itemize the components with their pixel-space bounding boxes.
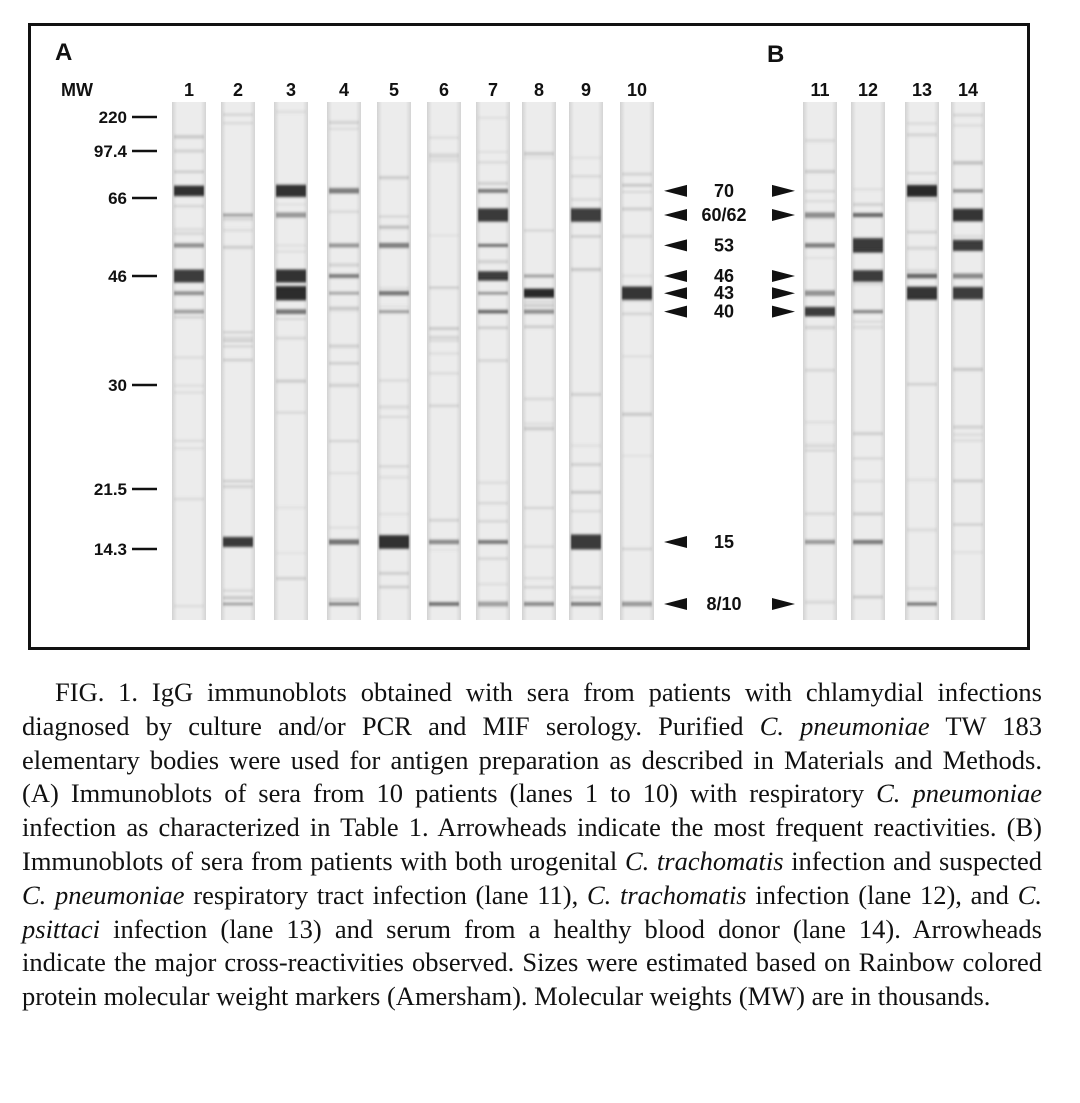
lane-number: 10: [626, 80, 648, 100]
arrowhead-label: 40: [713, 301, 735, 322]
mw-marker: [108, 267, 157, 286]
lane-number: 4: [338, 80, 350, 100]
mw-marker-label: 46: [108, 267, 127, 286]
mw-marker: [108, 376, 157, 395]
mw-marker: [94, 480, 157, 499]
lane-number: 1: [183, 80, 195, 100]
lane-number: 13: [911, 80, 933, 100]
caption-text: FIG. 1. IgG immunoblots obtained with sera from patients with chlamydial infections diagnosed by culture and/or PCR and MIF serology. Purified: [22, 677, 1042, 741]
arrowhead-70: [664, 181, 795, 201]
lane-5: [377, 80, 411, 620]
arrowhead-8-10: [664, 594, 795, 614]
lane-number: 2: [232, 80, 244, 100]
arrowhead-left-icon: [664, 185, 687, 197]
arrowhead-60-62: [664, 205, 795, 225]
arrowhead-right-icon: [772, 270, 795, 282]
immunoblot-figure: [28, 23, 1030, 650]
caption-species: C. pneumoniae: [876, 778, 1042, 809]
arrowhead-15: [664, 532, 734, 552]
lane-9: [569, 80, 603, 620]
caption-species: C. trachomatis: [624, 845, 784, 876]
arrowhead-left-icon: [664, 536, 687, 548]
lane-1: [172, 80, 206, 620]
mw-marker-label: 14.3: [93, 540, 127, 559]
lane-3: [274, 80, 308, 620]
lane-12: [851, 80, 885, 620]
lane-number: 6: [438, 80, 450, 100]
lane-4: [327, 80, 361, 620]
arrowhead-label: 46: [713, 266, 735, 286]
lane-number: 5: [388, 80, 400, 100]
caption-species: C. pneumoniae: [759, 710, 930, 741]
mw-marker: [99, 108, 157, 127]
arrowheads: [664, 181, 795, 614]
arrowhead-label: 70: [713, 180, 735, 201]
mw-header: MW: [61, 80, 93, 100]
arrowhead-label: 8/10: [706, 594, 742, 614]
panel-b-label: B: [767, 41, 785, 68]
caption-text: infection and suspected: [783, 845, 1042, 876]
caption-text: TW 183 elementary bodies were used for antigen preparation as described in Materials and Methods. (A) Immunoblots of sera from 10 patients (lanes 1 to 10) with respiratory: [22, 710, 1042, 809]
lanes: [172, 80, 985, 620]
arrowhead-left-icon: [664, 239, 687, 251]
lane-14: [951, 80, 985, 620]
lane-number: 3: [285, 80, 297, 100]
lane-11: [803, 80, 837, 620]
arrowhead-43: [664, 283, 795, 303]
lane-number: 11: [810, 80, 830, 100]
mw-marker-label: 30: [108, 376, 127, 395]
mw-marker-label: 97.4: [93, 142, 127, 161]
lane-number: 12: [857, 80, 879, 100]
lane-13: [905, 80, 939, 620]
arrowhead-label: 15: [713, 531, 735, 552]
lane-number: 14: [957, 80, 979, 100]
arrowhead-right-icon: [772, 209, 795, 221]
caption-species: C. psittaci: [22, 879, 1042, 944]
arrowhead-left-icon: [664, 287, 687, 299]
mw-marker: [94, 142, 157, 161]
lane-number: 9: [580, 80, 592, 100]
mw-markers: [94, 108, 157, 559]
lane-6: [427, 80, 461, 620]
mw-marker-label: 66: [108, 189, 127, 208]
caption-text: respiratory tract infection (lane 11),: [184, 879, 587, 910]
arrowhead-label: 53: [713, 235, 735, 256]
arrowhead-left-icon: [664, 209, 687, 221]
arrowhead-40: [664, 302, 795, 322]
lane-number: 7: [487, 80, 499, 100]
arrowhead-left-icon: [664, 306, 687, 318]
arrowhead-right-icon: [772, 185, 795, 197]
caption-text: infection as characterized in Table 1. Arrowheads indicate the most frequent reactivities. (B) Immunoblots of sera from patients with both urogenital: [22, 812, 1042, 876]
caption-text: infection (lane 12), and: [746, 879, 1018, 910]
arrowhead-left-icon: [664, 598, 687, 610]
figure-caption: [22, 676, 1042, 1014]
arrowhead-right-icon: [772, 598, 795, 610]
lane-number: 8: [533, 80, 545, 100]
caption-species: C. pneumoniae: [22, 879, 185, 910]
immunoblot-image: [31, 26, 1030, 650]
mw-marker: [108, 189, 157, 208]
lane-10: [620, 80, 654, 620]
arrowhead-label: 43: [713, 283, 735, 304]
arrowhead-53: [664, 235, 734, 255]
mw-marker: [94, 540, 157, 559]
lane-8: [522, 80, 556, 620]
mw-marker-label: 220: [98, 108, 127, 127]
arrowhead-right-icon: [772, 287, 795, 299]
caption-text: infection (lane 13) and serum from a healthy blood donor (lane 14). Arrowheads indicate the major cross-reactivities observed. Sizes were estimated based on Rainbow colored protein molecular weight markers (Amersham). Molecular weights (MW) are in thousands.: [22, 913, 1042, 1012]
panel-a-label: A: [55, 39, 73, 66]
mw-marker-label: 21.5: [93, 480, 127, 499]
caption-species: C. trachomatis: [586, 879, 747, 910]
lane-2: [221, 80, 255, 620]
arrowhead-left-icon: [664, 270, 687, 282]
arrowhead-right-icon: [772, 306, 795, 318]
arrowhead-label: 60/62: [701, 205, 747, 226]
lane-7: [476, 80, 510, 620]
